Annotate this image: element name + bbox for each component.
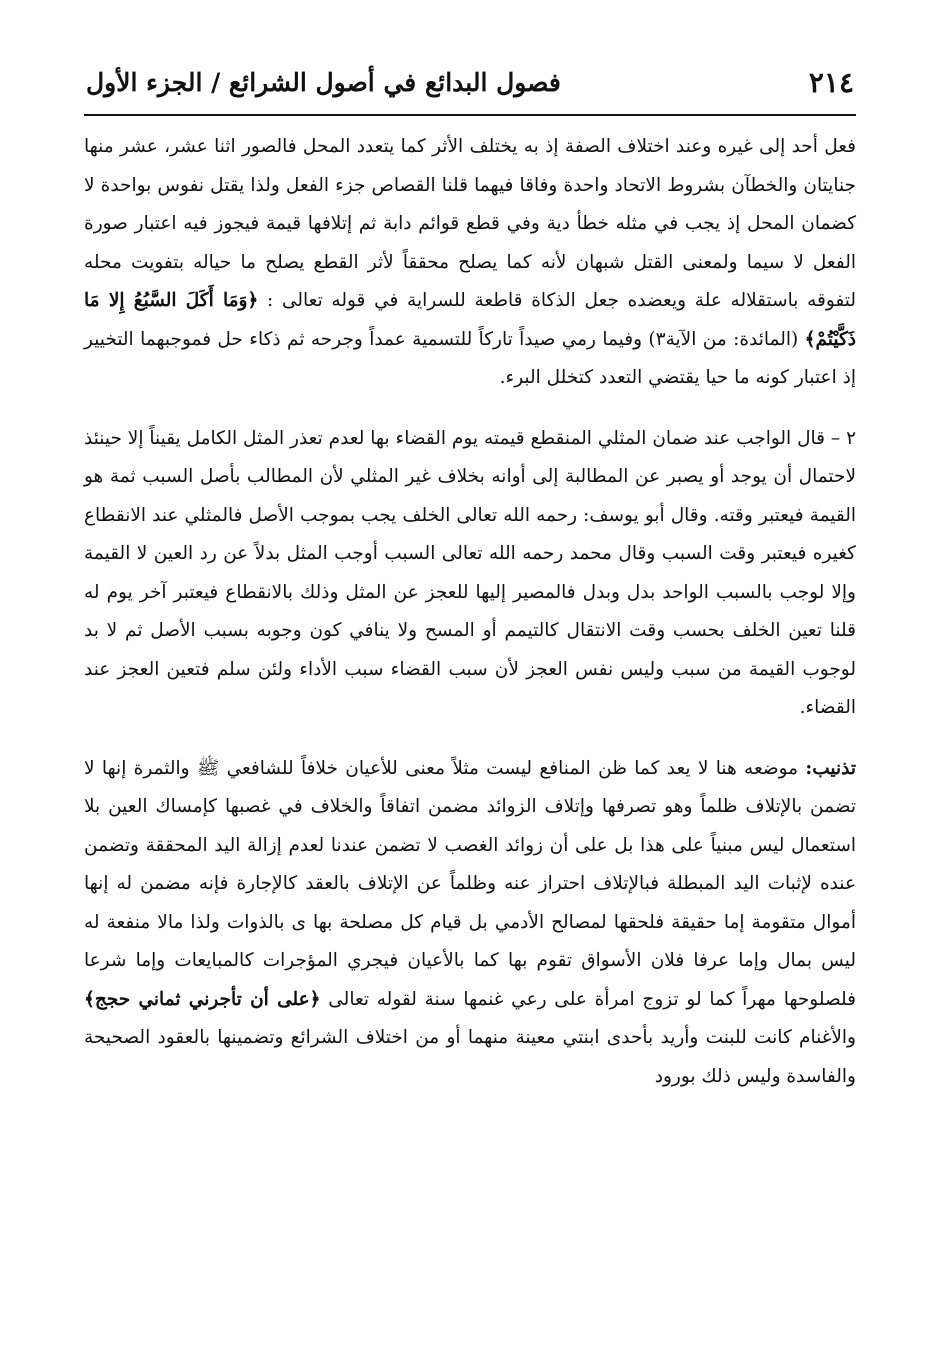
running-title: فصول البدائع في أصول الشرائع / الجزء الأول [86, 68, 561, 97]
page-header [86, 62, 854, 110]
paragraph-text: (المائدة: من الآية٣) وفيما رمي صيداً تاركاً للتسمية عمداً وجرحه ثم ذكاء حل فموجبهما التخيير إذ اعتبار كونه ما حيا يقتضي التعدد كتخلل البرء. [84, 328, 856, 388]
paragraph-1 [84, 128, 856, 398]
header-divider [84, 114, 856, 116]
paragraph-2 [84, 420, 856, 728]
paragraph-3 [84, 750, 856, 1097]
paragraph-text: ٢ – قال الواجب عند ضمان المثلي المنقطع قيمته يوم القضاء بها لعدم تعذر المثل الكامل يقيناً إلا حينئذ لاحتمال أن يوجد أو يصبر عن المطالبة إلى أوانه بخلاف غير المثلي لأن المطالب بأصل السبب ثمة هو القيمة فيعتبر وقته. وقال أبو يوسف: رحمه الله تعالى الخلف يجب بموجب الأصل فالمثلي عند الانقطاع كغيره فيعتبر وقت السبب وقال محمد رحمه الله تعالى السبب أوجب المثل بدلاً عن رد العين لا القيمة وإلا لوجب بالسبب الواحد بدل وبدل فالمصير إليها للعجز عن المثل وذلك بالانقطاع فيعتبر آخر يوم له قلنا تعين الخلف بحسب وقت الانتقال كالتيمم أو المسح ولا ينافي كون وجوبه بسبب الأصل ثم لا بد لوجوب القيمة من سبب وليس نفس العجز لأن سبب القضاء سبب الأداء ولئن سلم فتعين العجز عند القضاء. [84, 427, 856, 718]
paragraph-text: والأغنام كانت للبنت وأريد بأحدى ابنتي معينة منهما أو من اختلاف الشرائع وتضمينها بالعقود الصحيحة والفاسدة وليس ذلك بورود [84, 1027, 856, 1087]
section-lead-term: تذنيب: [805, 757, 856, 779]
quran-quote: ﴿وَمَا أَكَلَ السَّبُعُ إِلا مَا ذَكَّيْتُمْ﴾ [84, 290, 856, 350]
paragraph-text: موضعه هنا لا يعد كما ظن المنافع ليست مثلاً معنى للأعيان خلافاً للشافعي ﷺ والثمرة إنها لا تضمن بالإتلاف ظلماً وهو تصرفها وإتلاف الزوائد مضمن اتفاقاً والخلاف في غصبها كإمساك العين بلا استعمال ليس مبنياً على هذا بل على أن زوائد الغصب لا تضمن عندنا لعدم إزالة اليد المحققة وتضمن عنده لإثبات اليد المبطلة فبالإتلاف احتراز عنه وظلماً عن الإتلاف بالعقد كالإجارة فإنه مضمن له إنها أموال متقومة إما حقيقة فلحقها لمصالح الأدمي بل قيام كل مصلحة بها ى بالذوات ولذا مالا منفعة له ليس بمال وإما عرفا فلان الأسواق تقوم بها كما بالأعيان فيجري المؤجرات كالمبايعات وإما شرعا فلصلوحها مهراً كما لو تزوج امرأة على رعي غنمها سنة لقوله تعالى [84, 757, 856, 1010]
paragraph-text: فعل أحد إلى غيره وعند اختلاف الصفة إذ به يختلف الأثر كما يتعدد المحل فالصور اثنا عشر، عشر منها جنايتان والخطآن بشروط الاتحاد واحدة وفاقا فيهما قلنا القصاص جزء الفعل ولذا يقتل نفوس بواحدة لا كضمان المحل إذ يجب في مثله خطأ دية وفي قطع قوائم دابة ثم إتلافها قيمة فيجوز فيه اعتبار صورة الفعل لا سيما ولمعنى القتل شبهان لأنه كما يصلح محققاً لأثر القطع يصلح ما حياله بتفويت محله لتفوقه باستقلاله علة ويعضده جعل الذكاة قاطعة للسراية في قوله تعالى : [84, 136, 856, 311]
page-body [84, 128, 856, 1096]
quran-quote: ﴿على أن تأجرني ثماني حجج﴾ [84, 988, 321, 1010]
page-number: ٢١٤ [808, 66, 854, 99]
